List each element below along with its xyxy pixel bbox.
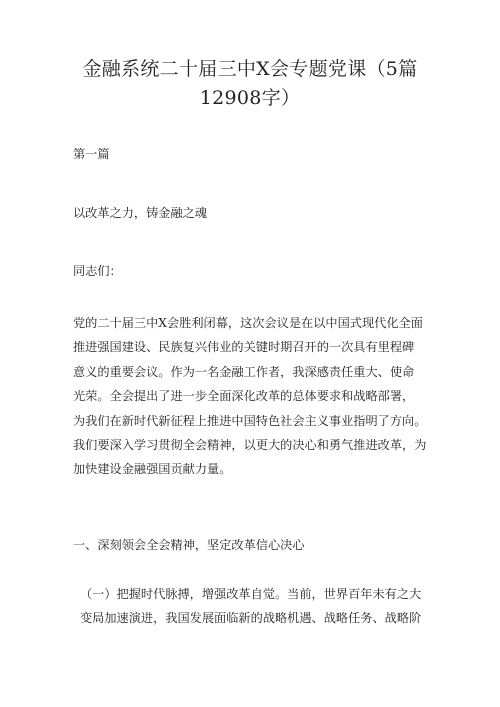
section-heading: 一、深刻领会全会精神，坚定改革信心决心 (73, 538, 305, 552)
paragraph-line: 意义的重要会议。作为一名金融工作者，我深感责任重大、使命 (73, 364, 415, 379)
title-line-1: 金融系统二十届三中X会专题党课（5篇 (82, 58, 418, 80)
paragraph-line: 变局加速演进，我国发展面临新的战略机遇、战略任务、战略阶 (80, 611, 422, 626)
section-label: 第一篇 (73, 147, 110, 161)
document-title (70, 55, 430, 113)
paragraph-line: 加快建设金融强国贡献力量。 (73, 462, 232, 477)
salutation: 同志们： (73, 264, 122, 278)
paragraph-line: 我们要深入学习贯彻全会精神，以更大的决心和勇气推进改革，为 (73, 438, 427, 453)
title-line-2: 12908字） (199, 87, 301, 109)
paragraph-line: （一）把握时代脉搏，增强改革自觉。当前，世界百年未有之大 (80, 587, 422, 601)
paragraph-line: 党的二十届三中X会胜利闭幕，这次会议是在以中国式现代化全面 (73, 316, 423, 330)
paragraph-line: 光荣。全会提出了进一步全面深化改革的总体要求和战略部署， (73, 389, 415, 404)
subtitle: 以改革之力，铸金融之魂 (73, 206, 208, 220)
subsection-paragraph (80, 582, 442, 631)
paragraph-line: 推进强国建设、民族复兴伟业的关键时期召开的一次具有里程碑 (73, 340, 415, 355)
intro-paragraph (73, 311, 435, 482)
paragraph-line: 为我们在新时代新征程上推进中国特色社会主义事业指明了方向。 (73, 413, 427, 428)
